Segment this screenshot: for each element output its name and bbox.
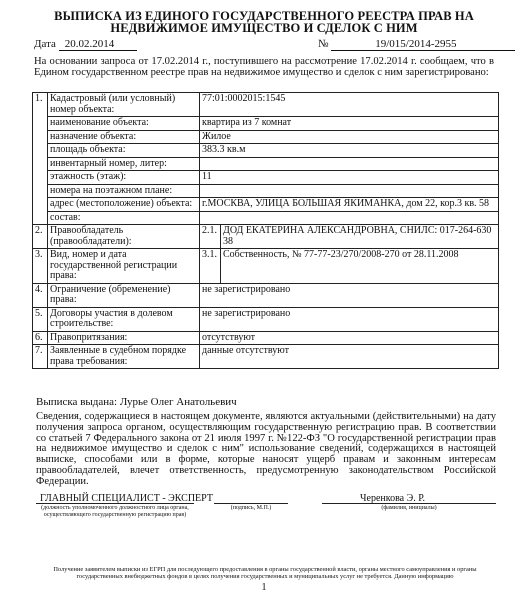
signature-caption: (подпись, М.П.) bbox=[230, 505, 272, 511]
row-number: 7. bbox=[33, 345, 48, 369]
shared-construction-label: Договоры участия в долевом строительстве: bbox=[48, 307, 200, 331]
position-line bbox=[36, 503, 194, 504]
signer-name: Черенкова Э. Р. bbox=[360, 493, 426, 504]
table-row bbox=[33, 130, 499, 144]
name-caption: (фамилия, инициалы) bbox=[381, 505, 437, 511]
encumbrance-label: Ограничение (обременение) права: bbox=[48, 283, 200, 307]
position-caption: (должность уполномоченного должностного лица органа, осуществляющего государственную регистрацию прав) bbox=[41, 505, 189, 518]
purpose-label: назначение объекта: bbox=[48, 130, 200, 144]
number-row bbox=[318, 38, 515, 51]
legal-paragraph: Сведения, содержащиеся в настоящем документе, являются актуальными (действительными) на дату получения запроса органом, осуществляющим государственную регистрацию прав. В соответствии со статьей 7 Федерального закона от 21 июля 1997 г. №122-ФЗ "О государственной регистрации прав на недвижимое имущество и сделок с ним" использование сведений, содержащихся в настоящей выписке, способами или в форме, которые наносят ущерб правам и законным интересам правообладателей, влечет ответственность, предусмотренную законодательством Российской Федерации. bbox=[36, 411, 496, 487]
number-label: № bbox=[318, 38, 329, 50]
number-value: 19/015/2014-2955 bbox=[331, 39, 515, 51]
floor-plan-value bbox=[200, 184, 499, 198]
table-row bbox=[33, 225, 499, 249]
date-value: 20.02.2014 bbox=[59, 39, 137, 51]
table-row bbox=[33, 144, 499, 158]
table-row bbox=[33, 283, 499, 307]
table-row bbox=[33, 184, 499, 198]
registry-table bbox=[32, 92, 499, 369]
composition-label: состав: bbox=[48, 211, 200, 225]
document-title bbox=[0, 10, 528, 34]
right-registration-label: Вид, номер и дата государственной регистрации права: bbox=[48, 249, 200, 284]
cadastral-label: Кадастровый (или условный) номер объекта: bbox=[48, 93, 200, 117]
row-number: 2. bbox=[33, 225, 48, 249]
table-row bbox=[33, 249, 499, 284]
owner-label: Правообладатель (правообладатели): bbox=[48, 225, 200, 249]
area-label: площадь объекта: bbox=[48, 144, 200, 158]
date-row bbox=[34, 38, 137, 51]
table-row bbox=[33, 331, 499, 345]
cadastral-value: 77:01:0002015:1545 bbox=[200, 93, 499, 117]
inventory-value bbox=[200, 157, 499, 171]
table-row bbox=[33, 345, 499, 369]
intro-text: На основании запроса от 17.02.2014 г., поступившего на рассмотрение 17.02.2014 г. сообщаем, что в Едином государственном реестре прав на недвижимое имущество и сделок с ним зарегистрировано: bbox=[34, 56, 494, 78]
composition-value bbox=[200, 211, 499, 225]
table-row bbox=[33, 211, 499, 225]
signature-line bbox=[214, 503, 288, 504]
table-row bbox=[33, 171, 499, 185]
right-registration-value: Собственность, № 77-77-23/270/2008-270 от 28.11.2008 bbox=[221, 249, 499, 284]
table-row bbox=[33, 157, 499, 171]
footer-note: Получение заявителем выписки из ЕГРП для последующего предоставления в органы государственной власти, органы местного самоуправления и органы государственных внебюджетных фондов в целях получения государственных и муниципальных услуг не требуется. Данную информацию bbox=[53, 566, 477, 580]
encumbrance-value: не зарегистрировано bbox=[200, 283, 499, 307]
address-label: адрес (местоположение) объекта: bbox=[48, 198, 200, 212]
address-value: г.МОСКВА, УЛИЦА БОЛЬШАЯ ЯКИМАНКА, дом 22, кор.3 кв. 58 bbox=[200, 198, 499, 212]
inventory-label: инвентарный номер, литер: bbox=[48, 157, 200, 171]
title-line-1: ВЫПИСКА ИЗ ЕДИНОГО ГОСУДАРСТВЕННОГО РЕЕСТРА ПРАВ НА bbox=[54, 9, 474, 23]
right-registration-index: 3.1. bbox=[200, 249, 221, 284]
issued-to: Выписка выдана: Лурье Олег Анатольевич bbox=[36, 396, 237, 408]
row-number: 5. bbox=[33, 307, 48, 331]
court-claims-label: Заявленные в судебном порядке права требования: bbox=[48, 345, 200, 369]
name-line bbox=[322, 503, 496, 504]
floor-label: этажность (этаж): bbox=[48, 171, 200, 185]
floor-plan-label: номера на поэтажном плане: bbox=[48, 184, 200, 198]
owner-value: ДОД ЕКАТЕРИНА АЛЕКСАНДРОВНА, СНИЛС: 017-264-630 38 bbox=[221, 225, 499, 249]
date-label: Дата bbox=[34, 38, 56, 50]
shared-construction-value: не зарегистрировано bbox=[200, 307, 499, 331]
row-number: 3. bbox=[33, 249, 48, 284]
claims-value: отсутствуют bbox=[200, 331, 499, 345]
table-row bbox=[33, 93, 499, 117]
page-number: 1 bbox=[261, 582, 267, 593]
signer-position: ГЛАВНЫЙ СПЕЦИАЛИСТ - ЭКСПЕРТ bbox=[40, 493, 213, 504]
table-row bbox=[33, 307, 499, 331]
row-number: 4. bbox=[33, 283, 48, 307]
table-row bbox=[33, 198, 499, 212]
area-value: 383.3 кв.м bbox=[200, 144, 499, 158]
claims-label: Правопритязания: bbox=[48, 331, 200, 345]
floor-value: 11 bbox=[200, 171, 499, 185]
row-number: 6. bbox=[33, 331, 48, 345]
object-name-label: наименование объекта: bbox=[48, 117, 200, 131]
court-claims-value: данные отсутствуют bbox=[200, 345, 499, 369]
owner-index: 2.1. bbox=[200, 225, 221, 249]
table-row bbox=[33, 117, 499, 131]
purpose-value: Жилое bbox=[200, 130, 499, 144]
row-number: 1. bbox=[33, 93, 48, 225]
object-name-value: квартира из 7 комнат bbox=[200, 117, 499, 131]
title-line-2: НЕДВИЖИМОЕ ИМУЩЕСТВО И СДЕЛОК С НИМ bbox=[110, 21, 418, 35]
